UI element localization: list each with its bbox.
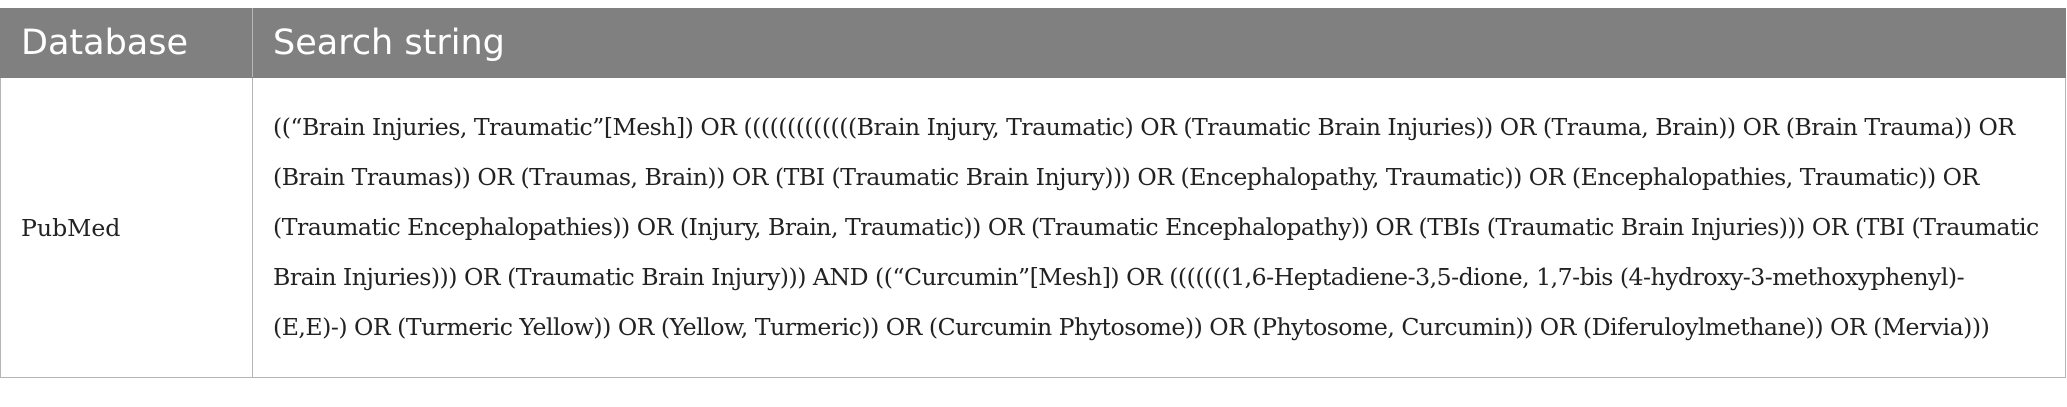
- search-string-cell: ((“Brain Injuries, Traumatic”[Mesh]) OR (((((((((((((Brain Injury, Traumatic) OR (Traumatic Brain Injuries)) OR (Trauma, Brain)) OR (Brain Trauma)) OR (Brain Traumas)) OR (Traumas, Brain)) OR (TBI (Traumatic Brain Injury))) OR (Encephalopathy, Traumatic)) OR (Encephalopathies, Traumatic)) OR (Traumatic Encephalopathies)) OR (Injury, Brain, Traumatic)) OR (Traumatic Encephalopathy)) OR (TBIs (Traumatic Brain Injuries))) OR (TBI (Traumatic Brain Injuries))) OR (Traumatic Brain Injury))) AND ((“Curcumin”[Mesh]) OR (((((((1,6-Heptadiene-3,5-dione, 1,7-bis (4-hydroxy-3-methoxyphenyl)- (E,E)-) OR (Turmeric Yellow)) OR (Yellow, Turmeric)) OR (Curcumin Phytosome)) OR (Phytosome, Curcumin)) OR (Diferuloylmethane)) OR (Mervia))): [253, 78, 2066, 378]
- header-search-string: Search string: [253, 9, 2066, 78]
- database-cell: PubMed: [1, 78, 253, 378]
- table-row: [1, 78, 2066, 378]
- table-header: [1, 9, 2066, 78]
- search-strategy-table-container: [0, 8, 2066, 378]
- search-strategy-table: [0, 8, 2066, 378]
- header-row: [1, 9, 2066, 78]
- header-database: Database: [1, 9, 253, 78]
- table-body: [1, 78, 2066, 378]
